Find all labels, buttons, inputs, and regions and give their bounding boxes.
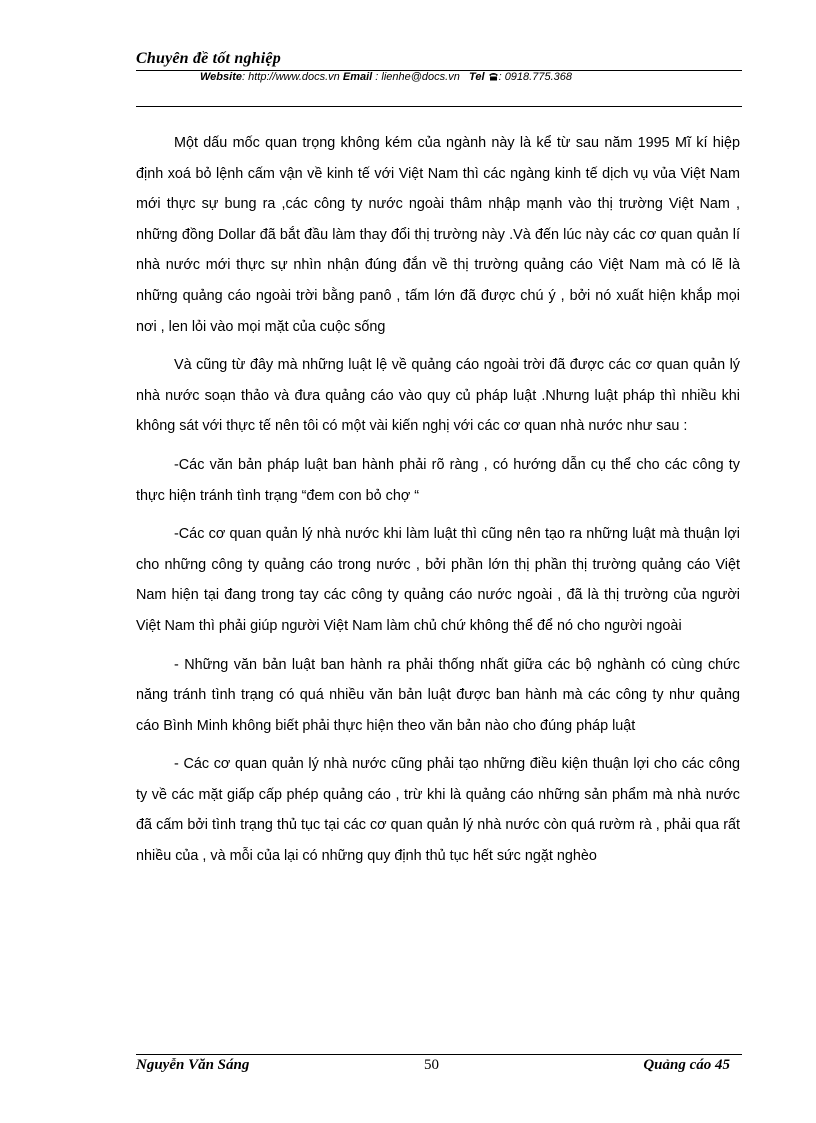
footer-author: Nguyễn Văn Sáng [136, 1057, 250, 1073]
paragraph: -Các cơ quan quản lý nhà nước khi làm luật thì cũng nên tạo ra những luật mà thuận lợi cho những công ty quảng cáo trong nước , bởi phần lớn thị phần thị trường quảng cáo Việt Nam hiện tại đang trong tay các công ty quảng cáo nước ngoài , đã là thị trường của người Việt Nam thì phải giúp người Việt Nam làm chủ chứ không thể để nó cho người ngoài [136, 526, 740, 634]
tel-value: : 0918.775.368 [498, 71, 572, 83]
header-contact-line [200, 71, 572, 83]
website-value: : http://www.docs.vn [241, 71, 340, 83]
footer-right-text: Quảng cáo 45 [643, 1057, 730, 1073]
header-divider-bottom [136, 106, 742, 107]
page-number: 50 [424, 1057, 439, 1073]
footer-divider [136, 1054, 742, 1055]
paragraph: - Những văn bản luật ban hành ra phải thống nhất giữa các bộ nghành có cùng chức năng tránh tình trạng có quá nhiều văn bản luật được ban hành mà các công ty như quảng cáo Bình Minh không biết phải thực hiện theo văn bản nào cho đúng pháp luật [136, 656, 740, 734]
header-title: Chuyên đề tốt nghiệp [136, 50, 281, 67]
phone-icon [488, 72, 499, 81]
website-label: Website [200, 71, 242, 83]
paragraph: - Các cơ quan quản lý nhà nước cũng phải tạo những điều kiện thuận lợi cho các công ty về các mặt giấp cấp phép quảng cáo , trừ khi là quảng cáo những sản phẩm mà nhà nước đã cấm bởi tình trạng thủ tục tại các cơ quan quản lý nhà nước còn quá rườm rà , phải qua rất nhiều của , và mỗi của lại có những quy định thủ tục hết sức ngặt nghèo [136, 756, 740, 865]
paragraph: Một dấu mốc quan trọng không kém của ngành này là kể từ sau năm 1995 Mĩ kí hiệp định xoá bỏ lệnh cấm vận về kinh tế với Việt Nam thì các ngàng kinh tế dịch vụ vủa Việt Nam mới thực sự bung ra ,các công ty nước ngoài thâm nhập mạnh vào thị trường Việt Nam , những đồng Dollar đã bắt đầu làm thay đổi thị trường này .Và đến lúc này các cơ quan quản lí nhà nước mới thực sự nhìn nhận đúng đắn về thị trường quảng cáo Việt Nam mà có lẽ là những quảng cáo ngoài trời bằng panô , tấm lớn đã được chú ý , bởi nó xuất hiện khắp mọi nơi , len lỏi vào mọi mặt của cuộc sống [136, 135, 740, 335]
email-label: Email [342, 71, 373, 83]
body-text [136, 128, 740, 872]
tel-label: Tel [469, 71, 485, 83]
paragraph: Và cũng từ đây mà những luật lệ về quảng cáo ngoài trời đã được các cơ quan quản lý nhà nước soạn thảo và đưa quảng cáo vào quy củ pháp luật .Nhưng luật pháp thì nhiều khi không sát với thực tế nên tôi có một vài kiến nghị với các cơ quan nhà nước như sau : [136, 357, 740, 435]
paragraph: -Các văn bản pháp luật ban hành phải rõ ràng , có hướng dẫn cụ thể cho các công ty thực hiện tránh tình trạng “đem con bỏ chợ “ [136, 456, 740, 504]
email-value: : lienhe@docs.vn [375, 71, 460, 83]
